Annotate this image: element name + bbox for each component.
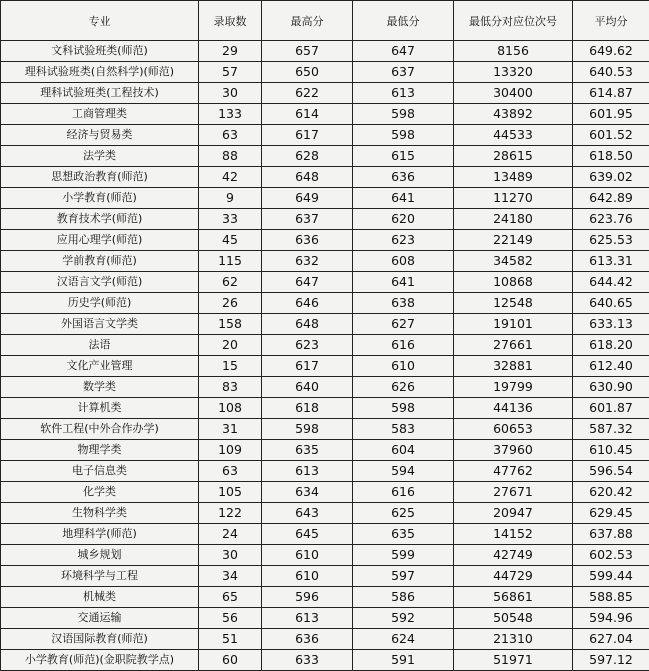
cell-lowest-rank: 27671 bbox=[454, 482, 573, 503]
cell-average-score: 629.45 bbox=[573, 503, 649, 524]
cell-average-score: 630.90 bbox=[573, 377, 649, 398]
table-row bbox=[1, 545, 649, 566]
cell-major: 工商管理类 bbox=[1, 104, 199, 125]
cell-lowest-rank: 20947 bbox=[454, 503, 573, 524]
header-major: 专业 bbox=[1, 1, 199, 41]
cell-major: 小学教育(师范) bbox=[1, 188, 199, 209]
cell-admitted-count: 57 bbox=[199, 62, 262, 83]
cell-average-score: 601.87 bbox=[573, 398, 649, 419]
cell-average-score: 633.13 bbox=[573, 314, 649, 335]
cell-highest-score: 618 bbox=[262, 398, 353, 419]
table-row bbox=[1, 125, 649, 146]
table-row bbox=[1, 587, 649, 608]
cell-average-score: 639.02 bbox=[573, 167, 649, 188]
header-row bbox=[1, 1, 649, 41]
cell-admitted-count: 122 bbox=[199, 503, 262, 524]
cell-highest-score: 635 bbox=[262, 440, 353, 461]
cell-admitted-count: 33 bbox=[199, 209, 262, 230]
cell-average-score: 644.42 bbox=[573, 272, 649, 293]
cell-admitted-count: 62 bbox=[199, 272, 262, 293]
table-row bbox=[1, 251, 649, 272]
cell-lowest-score: 608 bbox=[353, 251, 454, 272]
cell-admitted-count: 45 bbox=[199, 230, 262, 251]
table-row bbox=[1, 335, 649, 356]
cell-major: 电子信息类 bbox=[1, 461, 199, 482]
cell-major: 软件工程(中外合作办学) bbox=[1, 419, 199, 440]
cell-lowest-rank: 11270 bbox=[454, 188, 573, 209]
cell-lowest-score: 594 bbox=[353, 461, 454, 482]
table-row bbox=[1, 650, 649, 671]
cell-admitted-count: 65 bbox=[199, 587, 262, 608]
table-row bbox=[1, 314, 649, 335]
cell-major: 汉语国际教育(师范) bbox=[1, 629, 199, 650]
cell-lowest-score: 638 bbox=[353, 293, 454, 314]
cell-lowest-score: 592 bbox=[353, 608, 454, 629]
cell-lowest-rank: 13320 bbox=[454, 62, 573, 83]
cell-lowest-score: 597 bbox=[353, 566, 454, 587]
cell-highest-score: 649 bbox=[262, 188, 353, 209]
cell-highest-score: 614 bbox=[262, 104, 353, 125]
cell-lowest-score: 616 bbox=[353, 482, 454, 503]
cell-major: 汉语言文学(师范) bbox=[1, 272, 199, 293]
cell-major: 生物科学类 bbox=[1, 503, 199, 524]
cell-admitted-count: 42 bbox=[199, 167, 262, 188]
cell-lowest-rank: 50548 bbox=[454, 608, 573, 629]
cell-lowest-score: 591 bbox=[353, 650, 454, 671]
cell-lowest-rank: 21310 bbox=[454, 629, 573, 650]
cell-major: 法语 bbox=[1, 335, 199, 356]
header-average-score: 平均分 bbox=[573, 1, 649, 41]
cell-major: 计算机类 bbox=[1, 398, 199, 419]
cell-major: 经济与贸易类 bbox=[1, 125, 199, 146]
cell-average-score: 618.20 bbox=[573, 335, 649, 356]
cell-admitted-count: 115 bbox=[199, 251, 262, 272]
cell-average-score: 596.54 bbox=[573, 461, 649, 482]
cell-highest-score: 643 bbox=[262, 503, 353, 524]
cell-lowest-rank: 28615 bbox=[454, 146, 573, 167]
cell-lowest-rank: 42749 bbox=[454, 545, 573, 566]
cell-average-score: 620.42 bbox=[573, 482, 649, 503]
cell-lowest-rank: 51971 bbox=[454, 650, 573, 671]
cell-major: 教育技术学(师范) bbox=[1, 209, 199, 230]
cell-average-score: 642.89 bbox=[573, 188, 649, 209]
cell-average-score: 594.96 bbox=[573, 608, 649, 629]
cell-major: 外国语言文学类 bbox=[1, 314, 199, 335]
cell-average-score: 599.44 bbox=[573, 566, 649, 587]
cell-admitted-count: 60 bbox=[199, 650, 262, 671]
cell-lowest-score: 627 bbox=[353, 314, 454, 335]
cell-average-score: 625.53 bbox=[573, 230, 649, 251]
cell-highest-score: 648 bbox=[262, 314, 353, 335]
cell-lowest-rank: 13489 bbox=[454, 167, 573, 188]
cell-highest-score: 623 bbox=[262, 335, 353, 356]
cell-highest-score: 636 bbox=[262, 230, 353, 251]
table-row bbox=[1, 230, 649, 251]
cell-lowest-rank: 24180 bbox=[454, 209, 573, 230]
cell-lowest-score: 624 bbox=[353, 629, 454, 650]
cell-lowest-rank: 14152 bbox=[454, 524, 573, 545]
cell-highest-score: 657 bbox=[262, 41, 353, 62]
cell-admitted-count: 26 bbox=[199, 293, 262, 314]
cell-admitted-count: 158 bbox=[199, 314, 262, 335]
cell-lowest-rank: 47762 bbox=[454, 461, 573, 482]
cell-lowest-rank: 44136 bbox=[454, 398, 573, 419]
table-row bbox=[1, 146, 649, 167]
cell-highest-score: 610 bbox=[262, 566, 353, 587]
cell-average-score: 612.40 bbox=[573, 356, 649, 377]
cell-admitted-count: 63 bbox=[199, 461, 262, 482]
cell-highest-score: 640 bbox=[262, 377, 353, 398]
table-row bbox=[1, 440, 649, 461]
table-row bbox=[1, 356, 649, 377]
cell-major: 文化产业管理 bbox=[1, 356, 199, 377]
header-lowest-rank: 最低分对应位次号 bbox=[454, 1, 573, 41]
cell-major: 小学教育(师范)(金职院教学点) bbox=[1, 650, 199, 671]
table-row bbox=[1, 41, 649, 62]
cell-admitted-count: 83 bbox=[199, 377, 262, 398]
cell-lowest-score: 625 bbox=[353, 503, 454, 524]
cell-lowest-rank: 30400 bbox=[454, 83, 573, 104]
cell-major: 应用心理学(师范) bbox=[1, 230, 199, 251]
cell-lowest-score: 598 bbox=[353, 398, 454, 419]
cell-lowest-rank: 44729 bbox=[454, 566, 573, 587]
cell-admitted-count: 20 bbox=[199, 335, 262, 356]
cell-average-score: 618.50 bbox=[573, 146, 649, 167]
cell-average-score: 588.85 bbox=[573, 587, 649, 608]
cell-average-score: 613.31 bbox=[573, 251, 649, 272]
table-row bbox=[1, 461, 649, 482]
cell-average-score: 602.53 bbox=[573, 545, 649, 566]
cell-highest-score: 637 bbox=[262, 209, 353, 230]
cell-admitted-count: 30 bbox=[199, 83, 262, 104]
cell-average-score: 601.95 bbox=[573, 104, 649, 125]
cell-average-score: 640.53 bbox=[573, 62, 649, 83]
header-admitted-count: 录取数 bbox=[199, 1, 262, 41]
cell-admitted-count: 133 bbox=[199, 104, 262, 125]
cell-lowest-rank: 8156 bbox=[454, 41, 573, 62]
cell-lowest-score: 598 bbox=[353, 125, 454, 146]
cell-major: 理科试验班类(自然科学)(师范) bbox=[1, 62, 199, 83]
table-row bbox=[1, 293, 649, 314]
cell-highest-score: 647 bbox=[262, 272, 353, 293]
table-row bbox=[1, 524, 649, 545]
cell-average-score: 637.88 bbox=[573, 524, 649, 545]
cell-major: 理科试验班类(工程技术) bbox=[1, 83, 199, 104]
cell-lowest-score: 615 bbox=[353, 146, 454, 167]
table-row bbox=[1, 482, 649, 503]
table-row bbox=[1, 83, 649, 104]
cell-admitted-count: 51 bbox=[199, 629, 262, 650]
cell-average-score: 614.87 bbox=[573, 83, 649, 104]
cell-average-score: 597.12 bbox=[573, 650, 649, 671]
cell-lowest-score: 604 bbox=[353, 440, 454, 461]
cell-lowest-rank: 12548 bbox=[454, 293, 573, 314]
cell-highest-score: 617 bbox=[262, 356, 353, 377]
cell-lowest-score: 586 bbox=[353, 587, 454, 608]
cell-lowest-rank: 34582 bbox=[454, 251, 573, 272]
cell-admitted-count: 34 bbox=[199, 566, 262, 587]
cell-lowest-score: 616 bbox=[353, 335, 454, 356]
header-highest-score: 最高分 bbox=[262, 1, 353, 41]
cell-lowest-score: 626 bbox=[353, 377, 454, 398]
cell-average-score: 587.32 bbox=[573, 419, 649, 440]
table-row bbox=[1, 209, 649, 230]
cell-lowest-rank: 43892 bbox=[454, 104, 573, 125]
table-row bbox=[1, 419, 649, 440]
table-row bbox=[1, 167, 649, 188]
cell-highest-score: 650 bbox=[262, 62, 353, 83]
cell-average-score: 649.62 bbox=[573, 41, 649, 62]
cell-admitted-count: 105 bbox=[199, 482, 262, 503]
cell-lowest-rank: 27661 bbox=[454, 335, 573, 356]
cell-admitted-count: 31 bbox=[199, 419, 262, 440]
cell-highest-score: 648 bbox=[262, 167, 353, 188]
cell-lowest-rank: 60653 bbox=[454, 419, 573, 440]
table-row bbox=[1, 608, 649, 629]
cell-lowest-rank: 56861 bbox=[454, 587, 573, 608]
cell-major: 环境科学与工程 bbox=[1, 566, 199, 587]
cell-lowest-score: 613 bbox=[353, 83, 454, 104]
cell-lowest-score: 620 bbox=[353, 209, 454, 230]
cell-average-score: 627.04 bbox=[573, 629, 649, 650]
cell-highest-score: 632 bbox=[262, 251, 353, 272]
cell-average-score: 610.45 bbox=[573, 440, 649, 461]
table-row bbox=[1, 62, 649, 83]
cell-highest-score: 596 bbox=[262, 587, 353, 608]
cell-highest-score: 622 bbox=[262, 83, 353, 104]
cell-major: 数学类 bbox=[1, 377, 199, 398]
cell-major: 学前教育(师范) bbox=[1, 251, 199, 272]
cell-major: 物理学类 bbox=[1, 440, 199, 461]
table-row bbox=[1, 503, 649, 524]
cell-highest-score: 646 bbox=[262, 293, 353, 314]
table-row bbox=[1, 629, 649, 650]
cell-lowest-rank: 19799 bbox=[454, 377, 573, 398]
cell-lowest-rank: 37960 bbox=[454, 440, 573, 461]
cell-major: 地理科学(师范) bbox=[1, 524, 199, 545]
cell-highest-score: 617 bbox=[262, 125, 353, 146]
cell-highest-score: 633 bbox=[262, 650, 353, 671]
table-row bbox=[1, 104, 649, 125]
cell-admitted-count: 56 bbox=[199, 608, 262, 629]
cell-admitted-count: 9 bbox=[199, 188, 262, 209]
cell-lowest-rank: 10868 bbox=[454, 272, 573, 293]
cell-lowest-rank: 32881 bbox=[454, 356, 573, 377]
table-row bbox=[1, 566, 649, 587]
cell-admitted-count: 15 bbox=[199, 356, 262, 377]
cell-major: 法学类 bbox=[1, 146, 199, 167]
cell-lowest-rank: 22149 bbox=[454, 230, 573, 251]
cell-lowest-score: 599 bbox=[353, 545, 454, 566]
cell-major: 历史学(师范) bbox=[1, 293, 199, 314]
cell-admitted-count: 30 bbox=[199, 545, 262, 566]
cell-lowest-rank: 44533 bbox=[454, 125, 573, 146]
cell-lowest-score: 641 bbox=[353, 188, 454, 209]
cell-admitted-count: 88 bbox=[199, 146, 262, 167]
cell-average-score: 640.65 bbox=[573, 293, 649, 314]
cell-highest-score: 613 bbox=[262, 461, 353, 482]
cell-admitted-count: 63 bbox=[199, 125, 262, 146]
cell-average-score: 623.76 bbox=[573, 209, 649, 230]
cell-highest-score: 634 bbox=[262, 482, 353, 503]
cell-highest-score: 628 bbox=[262, 146, 353, 167]
cell-lowest-score: 610 bbox=[353, 356, 454, 377]
table-row bbox=[1, 272, 649, 293]
cell-highest-score: 598 bbox=[262, 419, 353, 440]
cell-major: 文科试验班类(师范) bbox=[1, 41, 199, 62]
cell-lowest-score: 583 bbox=[353, 419, 454, 440]
cell-admitted-count: 29 bbox=[199, 41, 262, 62]
cell-highest-score: 636 bbox=[262, 629, 353, 650]
cell-highest-score: 613 bbox=[262, 608, 353, 629]
cell-major: 交通运输 bbox=[1, 608, 199, 629]
cell-lowest-rank: 19101 bbox=[454, 314, 573, 335]
cell-lowest-score: 635 bbox=[353, 524, 454, 545]
cell-highest-score: 645 bbox=[262, 524, 353, 545]
cell-major: 机械类 bbox=[1, 587, 199, 608]
cell-lowest-score: 623 bbox=[353, 230, 454, 251]
cell-major: 城乡规划 bbox=[1, 545, 199, 566]
cell-admitted-count: 108 bbox=[199, 398, 262, 419]
cell-lowest-score: 636 bbox=[353, 167, 454, 188]
table-row bbox=[1, 377, 649, 398]
cell-admitted-count: 24 bbox=[199, 524, 262, 545]
cell-admitted-count: 109 bbox=[199, 440, 262, 461]
cell-lowest-score: 647 bbox=[353, 41, 454, 62]
cell-highest-score: 610 bbox=[262, 545, 353, 566]
cell-average-score: 601.52 bbox=[573, 125, 649, 146]
table-row bbox=[1, 188, 649, 209]
cell-lowest-score: 641 bbox=[353, 272, 454, 293]
table-row bbox=[1, 398, 649, 419]
cell-lowest-score: 598 bbox=[353, 104, 454, 125]
header-lowest-score: 最低分 bbox=[353, 1, 454, 41]
cell-major: 化学类 bbox=[1, 482, 199, 503]
cell-lowest-score: 637 bbox=[353, 62, 454, 83]
cell-major: 思想政治教育(师范) bbox=[1, 167, 199, 188]
